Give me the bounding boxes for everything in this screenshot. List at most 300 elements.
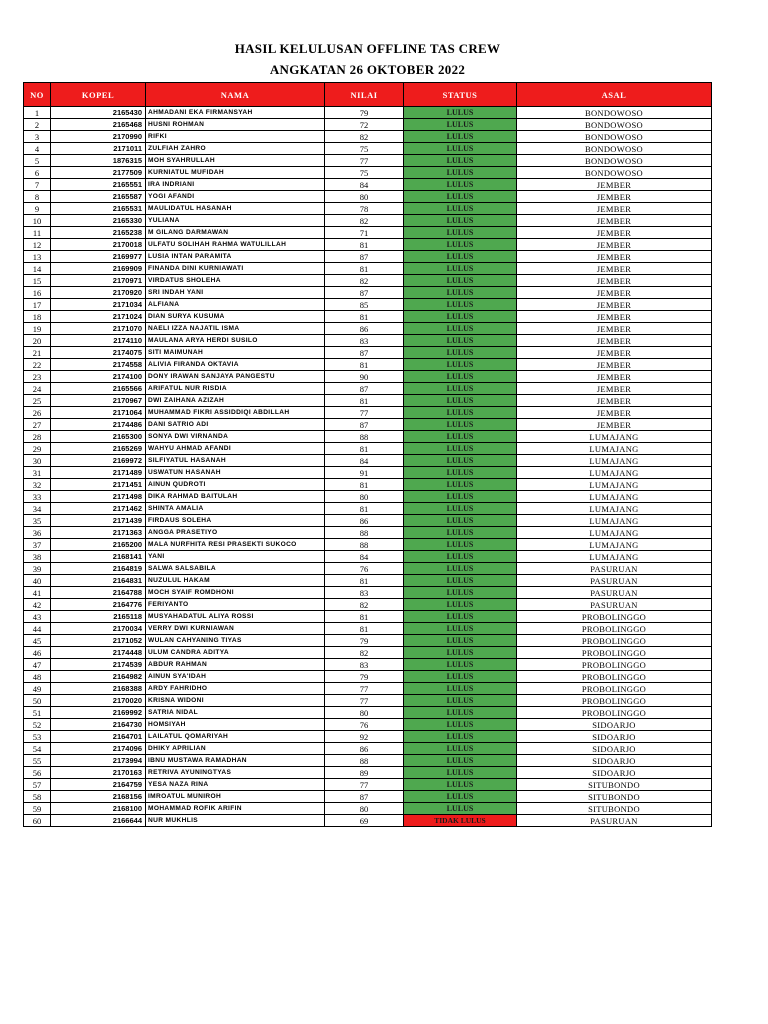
cell-no: 47 [24, 659, 51, 671]
cell-nilai: 80 [325, 191, 404, 203]
cell-nama: YESA NAZA RINA [146, 779, 325, 791]
table-row [24, 791, 712, 803]
cell-asal: JEMBER [517, 347, 712, 359]
cell-nama: MUHAMMAD FIKRI ASSIDDIQI ABDILLAH [146, 407, 325, 419]
status-badge-pass: LULUS [404, 803, 517, 815]
cell-asal: SITUBONDO [517, 791, 712, 803]
cell-nilai: 80 [325, 803, 404, 815]
cell-kopel: 2168156 [51, 791, 146, 803]
status-badge-pass: LULUS [404, 419, 517, 431]
cell-kopel: 2170034 [51, 623, 146, 635]
cell-nama: FERIYANTO [146, 599, 325, 611]
cell-nilai: 87 [325, 251, 404, 263]
cell-no: 24 [24, 383, 51, 395]
status-badge-pass: LULUS [404, 755, 517, 767]
cell-nilai: 84 [325, 455, 404, 467]
cell-nama: ARIFATUL NUR RISDIA [146, 383, 325, 395]
table-row [24, 383, 712, 395]
cell-nilai: 88 [325, 527, 404, 539]
table-row [24, 287, 712, 299]
cell-no: 31 [24, 467, 51, 479]
cell-kopel: 2165269 [51, 443, 146, 455]
cell-kopel: 2169992 [51, 707, 146, 719]
cell-asal: PASURUAN [517, 575, 712, 587]
status-badge-pass: LULUS [404, 131, 517, 143]
cell-asal: PROBOLINGGO [517, 695, 712, 707]
cell-asal: JEMBER [517, 359, 712, 371]
cell-no: 50 [24, 695, 51, 707]
cell-nilai: 77 [325, 407, 404, 419]
cell-no: 44 [24, 623, 51, 635]
cell-asal: BONDOWOSO [517, 119, 712, 131]
status-badge-pass: LULUS [404, 671, 517, 683]
cell-asal: JEMBER [517, 251, 712, 263]
cell-no: 20 [24, 335, 51, 347]
cell-asal: JEMBER [517, 287, 712, 299]
cell-nilai: 78 [325, 203, 404, 215]
cell-nama: DONY IRAWAN SANJAYA PANGESTU [146, 371, 325, 383]
cell-kopel: 2165300 [51, 431, 146, 443]
cell-nilai: 81 [325, 623, 404, 635]
cell-nilai: 77 [325, 779, 404, 791]
cell-nama: USWATUN HASANAH [146, 467, 325, 479]
cell-kopel: 2170920 [51, 287, 146, 299]
cell-asal: JEMBER [517, 395, 712, 407]
cell-kopel: 2171024 [51, 311, 146, 323]
cell-nilai: 90 [325, 371, 404, 383]
cell-asal: SIDOARJO [517, 755, 712, 767]
cell-no: 17 [24, 299, 51, 311]
cell-no: 5 [24, 155, 51, 167]
cell-asal: JEMBER [517, 407, 712, 419]
cell-asal: JEMBER [517, 227, 712, 239]
cell-asal: LUMAJANG [517, 479, 712, 491]
cell-no: 52 [24, 719, 51, 731]
cell-asal: LUMAJANG [517, 551, 712, 563]
cell-no: 56 [24, 767, 51, 779]
table-row [24, 563, 712, 575]
cell-nilai: 76 [325, 719, 404, 731]
cell-nama: SILFIYATUL HASANAH [146, 455, 325, 467]
table-row [24, 275, 712, 287]
cell-nilai: 71 [325, 227, 404, 239]
cell-nama: ULUM CANDRA ADITYA [146, 647, 325, 659]
cell-nilai: 81 [325, 443, 404, 455]
col-header-nama: NAMA [146, 83, 325, 107]
cell-nilai: 81 [325, 611, 404, 623]
cell-nama: AHMADANI EKA FIRMANSYAH [146, 107, 325, 119]
cell-nilai: 81 [325, 395, 404, 407]
cell-asal: JEMBER [517, 239, 712, 251]
status-badge-pass: LULUS [404, 515, 517, 527]
cell-kopel: 2165118 [51, 611, 146, 623]
results-table [23, 82, 712, 827]
cell-nilai: 92 [325, 731, 404, 743]
cell-kopel: 2174486 [51, 419, 146, 431]
cell-nilai: 88 [325, 755, 404, 767]
cell-nama: HOMSIYAH [146, 719, 325, 731]
cell-asal: PROBOLINGGO [517, 647, 712, 659]
table-row [24, 191, 712, 203]
cell-kopel: 2164831 [51, 575, 146, 587]
cell-kopel: 2165531 [51, 203, 146, 215]
status-badge-pass: LULUS [404, 275, 517, 287]
cell-nama: VERRY DWI KURNIAWAN [146, 623, 325, 635]
cell-nama: NUR MUKHLIS [146, 815, 325, 827]
cell-kopel: 2165238 [51, 227, 146, 239]
cell-no: 15 [24, 275, 51, 287]
cell-nilai: 79 [325, 635, 404, 647]
cell-nama: VIRDATUS SHOLEHA [146, 275, 325, 287]
cell-asal: SIDOARJO [517, 743, 712, 755]
cell-asal: PASURUAN [517, 815, 712, 827]
cell-nilai: 84 [325, 551, 404, 563]
cell-nama: SRI INDAH YANI [146, 287, 325, 299]
status-badge-pass: LULUS [404, 779, 517, 791]
status-badge-pass: LULUS [404, 323, 517, 335]
table-row [24, 671, 712, 683]
table-row [24, 143, 712, 155]
cell-asal: JEMBER [517, 419, 712, 431]
status-badge-pass: LULUS [404, 491, 517, 503]
table-row [24, 527, 712, 539]
table-row [24, 647, 712, 659]
cell-kopel: 2165587 [51, 191, 146, 203]
col-header-kopel: KOPEL [51, 83, 146, 107]
cell-nilai: 81 [325, 575, 404, 587]
cell-nama: NUZULUL HAKAM [146, 575, 325, 587]
cell-kopel: 2171462 [51, 503, 146, 515]
table-row [24, 731, 712, 743]
cell-asal: PASURUAN [517, 587, 712, 599]
cell-no: 22 [24, 359, 51, 371]
cell-kopel: 2166644 [51, 815, 146, 827]
table-row [24, 599, 712, 611]
cell-asal: SIDOARJO [517, 719, 712, 731]
cell-nilai: 72 [325, 119, 404, 131]
cell-nama: SALWA SALSABILA [146, 563, 325, 575]
cell-no: 9 [24, 203, 51, 215]
table-row [24, 419, 712, 431]
cell-kopel: 2170018 [51, 239, 146, 251]
cell-no: 7 [24, 179, 51, 191]
cell-no: 29 [24, 443, 51, 455]
cell-nilai: 82 [325, 647, 404, 659]
cell-kopel: 1876315 [51, 155, 146, 167]
status-badge-pass: LULUS [404, 155, 517, 167]
cell-asal: SITUBONDO [517, 779, 712, 791]
status-badge-pass: LULUS [404, 119, 517, 131]
cell-kopel: 2168100 [51, 803, 146, 815]
cell-no: 35 [24, 515, 51, 527]
cell-kopel: 2171011 [51, 143, 146, 155]
cell-kopel: 2171451 [51, 479, 146, 491]
col-header-no: NO [24, 83, 51, 107]
table-row [24, 491, 712, 503]
table-row [24, 251, 712, 263]
cell-nama: ULFATU SOLIHAH RAHMA WATULILLAH [146, 239, 325, 251]
cell-asal: PASURUAN [517, 599, 712, 611]
table-row [24, 707, 712, 719]
cell-no: 49 [24, 683, 51, 695]
table-row [24, 323, 712, 335]
cell-nilai: 89 [325, 767, 404, 779]
cell-nilai: 75 [325, 167, 404, 179]
cell-kopel: 2171439 [51, 515, 146, 527]
cell-no: 23 [24, 371, 51, 383]
cell-no: 57 [24, 779, 51, 791]
cell-asal: LUMAJANG [517, 455, 712, 467]
cell-no: 2 [24, 119, 51, 131]
cell-nama: ALIVIA FIRANDA OKTAVIA [146, 359, 325, 371]
cell-asal: PROBOLINGGO [517, 707, 712, 719]
table-row [24, 683, 712, 695]
cell-asal: PROBOLINGGO [517, 635, 712, 647]
cell-asal: JEMBER [517, 263, 712, 275]
cell-kopel: 2165566 [51, 383, 146, 395]
cell-kopel: 2174075 [51, 347, 146, 359]
table-row [24, 431, 712, 443]
cell-nilai: 82 [325, 131, 404, 143]
cell-kopel: 2171052 [51, 635, 146, 647]
cell-no: 39 [24, 563, 51, 575]
status-badge-pass: LULUS [404, 347, 517, 359]
table-row [24, 803, 712, 815]
cell-nama: IMROATUL MUNIROH [146, 791, 325, 803]
cell-nilai: 91 [325, 467, 404, 479]
cell-no: 10 [24, 215, 51, 227]
cell-kopel: 2170020 [51, 695, 146, 707]
cell-nilai: 77 [325, 695, 404, 707]
cell-kopel: 2164759 [51, 779, 146, 791]
status-badge-pass: LULUS [404, 527, 517, 539]
status-badge-pass: LULUS [404, 311, 517, 323]
table-row [24, 755, 712, 767]
cell-no: 59 [24, 803, 51, 815]
cell-kopel: 2164730 [51, 719, 146, 731]
cell-no: 53 [24, 731, 51, 743]
cell-nilai: 79 [325, 671, 404, 683]
cell-nama: RETRIVA AYUNINGTYAS [146, 767, 325, 779]
status-badge-pass: LULUS [404, 263, 517, 275]
cell-no: 8 [24, 191, 51, 203]
table-row [24, 371, 712, 383]
cell-no: 16 [24, 287, 51, 299]
cell-asal: SITUBONDO [517, 803, 712, 815]
col-header-status: STATUS [404, 83, 517, 107]
cell-no: 37 [24, 539, 51, 551]
table-row [24, 167, 712, 179]
cell-nilai: 80 [325, 707, 404, 719]
cell-nama: MOHAMMAD ROFIK ARIFIN [146, 803, 325, 815]
cell-nama: YOGI AFANDI [146, 191, 325, 203]
cell-asal: PROBOLINGGO [517, 659, 712, 671]
cell-nama: SHINTA AMALIA [146, 503, 325, 515]
status-badge-pass: LULUS [404, 479, 517, 491]
cell-kopel: 2171363 [51, 527, 146, 539]
status-badge-pass: LULUS [404, 551, 517, 563]
cell-kopel: 2174110 [51, 335, 146, 347]
cell-nilai: 86 [325, 515, 404, 527]
cell-kopel: 2171489 [51, 467, 146, 479]
cell-nilai: 81 [325, 503, 404, 515]
status-badge-pass: LULUS [404, 359, 517, 371]
status-badge-pass: LULUS [404, 395, 517, 407]
table-row [24, 239, 712, 251]
table-row [24, 575, 712, 587]
cell-kopel: 2168141 [51, 551, 146, 563]
cell-nilai: 83 [325, 587, 404, 599]
cell-kopel: 2165551 [51, 179, 146, 191]
cell-kopel: 2165330 [51, 215, 146, 227]
table-row [24, 155, 712, 167]
cell-kopel: 2171064 [51, 407, 146, 419]
cell-no: 34 [24, 503, 51, 515]
cell-nama: SATRIA NIDAL [146, 707, 325, 719]
table-row [24, 635, 712, 647]
cell-nama: SONYA DWI VIRNANDA [146, 431, 325, 443]
cell-asal: LUMAJANG [517, 431, 712, 443]
cell-kopel: 2169909 [51, 263, 146, 275]
cell-asal: BONDOWOSO [517, 131, 712, 143]
cell-no: 38 [24, 551, 51, 563]
cell-asal: LUMAJANG [517, 491, 712, 503]
table-row [24, 443, 712, 455]
cell-asal: JEMBER [517, 299, 712, 311]
cell-kopel: 2165200 [51, 539, 146, 551]
cell-nilai: 81 [325, 263, 404, 275]
cell-asal: LUMAJANG [517, 527, 712, 539]
table-row [24, 455, 712, 467]
table-row [24, 407, 712, 419]
cell-kopel: 2164982 [51, 671, 146, 683]
cell-kopel: 2165430 [51, 107, 146, 119]
table-row [24, 767, 712, 779]
cell-no: 21 [24, 347, 51, 359]
cell-nama: DANI SATRIO ADI [146, 419, 325, 431]
table-row [24, 719, 712, 731]
status-badge-pass: LULUS [404, 587, 517, 599]
status-badge-pass: LULUS [404, 227, 517, 239]
cell-nilai: 88 [325, 431, 404, 443]
cell-nilai: 85 [325, 299, 404, 311]
cell-nilai: 81 [325, 239, 404, 251]
table-row [24, 551, 712, 563]
cell-nama: YULIANA [146, 215, 325, 227]
cell-asal: PROBOLINGGO [517, 671, 712, 683]
table-row [24, 611, 712, 623]
cell-nama: DWI ZAIHANA AZIZAH [146, 395, 325, 407]
cell-nama: HUSNI ROHMAN [146, 119, 325, 131]
cell-nama: FINANDA DINI KURNIAWATI [146, 263, 325, 275]
cell-kopel: 2164701 [51, 731, 146, 743]
cell-nama: DIKA RAHMAD BAITULAH [146, 491, 325, 503]
cell-nama: IRA INDRIANI [146, 179, 325, 191]
table-row [24, 479, 712, 491]
cell-nilai: 87 [325, 419, 404, 431]
cell-kopel: 2169977 [51, 251, 146, 263]
status-badge-pass: LULUS [404, 407, 517, 419]
cell-asal: JEMBER [517, 335, 712, 347]
col-header-nilai: NILAI [325, 83, 404, 107]
cell-nilai: 81 [325, 359, 404, 371]
cell-no: 18 [24, 311, 51, 323]
cell-no: 14 [24, 263, 51, 275]
cell-asal: JEMBER [517, 383, 712, 395]
table-body [24, 107, 712, 827]
cell-asal: JEMBER [517, 179, 712, 191]
status-badge-pass: LULUS [404, 635, 517, 647]
cell-nilai: 76 [325, 563, 404, 575]
cell-nilai: 88 [325, 539, 404, 551]
table-row [24, 779, 712, 791]
table-row [24, 179, 712, 191]
cell-no: 30 [24, 455, 51, 467]
status-badge-pass: LULUS [404, 611, 517, 623]
status-badge-pass: LULUS [404, 503, 517, 515]
table-row [24, 347, 712, 359]
status-badge-pass: LULUS [404, 695, 517, 707]
cell-nilai: 86 [325, 743, 404, 755]
cell-nama: MAULANA ARYA HERDI SUSILO [146, 335, 325, 347]
status-badge-pass: LULUS [404, 743, 517, 755]
table-row [24, 623, 712, 635]
cell-nilai: 84 [325, 179, 404, 191]
status-badge-pass: LULUS [404, 683, 517, 695]
status-badge-pass: LULUS [404, 335, 517, 347]
cell-kopel: 2171070 [51, 323, 146, 335]
cell-no: 41 [24, 587, 51, 599]
cell-no: 55 [24, 755, 51, 767]
status-badge-pass: LULUS [404, 647, 517, 659]
cell-no: 12 [24, 239, 51, 251]
cell-kopel: 2174448 [51, 647, 146, 659]
cell-asal: PROBOLINGGO [517, 611, 712, 623]
cell-no: 32 [24, 479, 51, 491]
cell-nama: RIFKI [146, 131, 325, 143]
cell-nilai: 87 [325, 791, 404, 803]
cell-no: 48 [24, 671, 51, 683]
status-badge-pass: LULUS [404, 287, 517, 299]
cell-no: 6 [24, 167, 51, 179]
cell-asal: LUMAJANG [517, 467, 712, 479]
col-header-asal: ASAL [517, 83, 712, 107]
status-badge-pass: LULUS [404, 215, 517, 227]
status-badge-pass: LULUS [404, 455, 517, 467]
cell-nilai: 87 [325, 287, 404, 299]
cell-asal: LUMAJANG [517, 539, 712, 551]
cell-nilai: 69 [325, 815, 404, 827]
status-badge-pass: LULUS [404, 143, 517, 155]
table-row [24, 263, 712, 275]
cell-nama: SITI MAIMUNAH [146, 347, 325, 359]
cell-kopel: 2164776 [51, 599, 146, 611]
cell-kopel: 2164788 [51, 587, 146, 599]
cell-nama: ARDY FAHRIDHO [146, 683, 325, 695]
cell-nama: ZULFIAH ZAHRO [146, 143, 325, 155]
cell-kopel: 2174539 [51, 659, 146, 671]
cell-no: 40 [24, 575, 51, 587]
status-badge-pass: LULUS [404, 767, 517, 779]
status-badge-pass: LULUS [404, 599, 517, 611]
cell-kopel: 2177509 [51, 167, 146, 179]
cell-nama: WAHYU AHMAD AFANDI [146, 443, 325, 455]
cell-nilai: 82 [325, 599, 404, 611]
cell-no: 43 [24, 611, 51, 623]
cell-nama: LAILATUL QOMARIYAH [146, 731, 325, 743]
table-row [24, 815, 712, 827]
cell-nilai: 83 [325, 659, 404, 671]
